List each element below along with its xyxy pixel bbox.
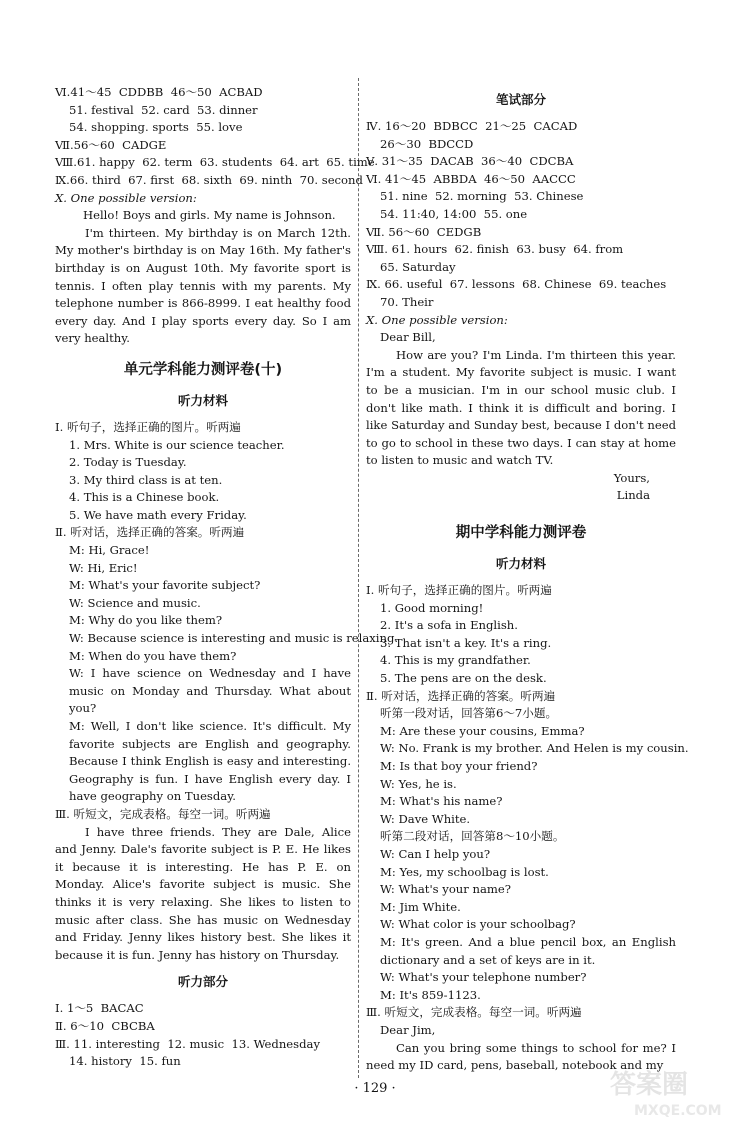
dialogue-line: W: Because science is interesting and music is relaxing. <box>69 631 399 646</box>
dialogue-line: M: Are these your cousins, Emma? <box>380 723 585 738</box>
listening-material-title: 听力材料 <box>495 556 546 572</box>
essay-paragraph: I'm thirteen. My birthday is on March 12th. My mother's birthday is on May 16th. My father's birthday is on August 10th. My favorite sport is tennis. I often play tennis with my parents. My telephone number is 866-8999. I eat healthy food every day. And I play sports every day. So I am very healthy. <box>55 225 351 346</box>
dialogue-line: W: Science and music. <box>69 595 201 610</box>
page-number: · 129 · <box>354 1081 396 1096</box>
answer-line: 65. Saturday <box>380 259 456 274</box>
dialogue-line: M: It's 859-1123. <box>380 987 481 1002</box>
letter-greeting: Dear Jim, <box>380 1022 436 1037</box>
column-divider <box>358 78 359 1078</box>
answer-line: Ⅷ.61. happy 62. term 63. students 64. art 65. time <box>55 155 375 170</box>
dialogue-line: W: No. Frank is my brother. And Helen is my cousin. <box>380 741 689 756</box>
answer-line: Ⅳ. 16～20 BDBCC 21～25 CACAD <box>366 119 578 133</box>
section-heading: Ⅰ. 听句子，选择正确的图片。听两遍 <box>366 583 552 598</box>
dialogue-line: M: It's green. And a blue pencil box, an English dictionary and a set of keys are in it. <box>380 934 676 967</box>
answer-line: Ⅶ.56～60 CADGE <box>55 137 167 152</box>
dialogue-line: M: What's your favorite subject? <box>69 578 261 593</box>
dialogue-line: M: Hi, Grace! <box>69 543 150 558</box>
answer-line: 26～30 BDCCD <box>380 136 474 151</box>
dialogue-line: W: Hi, Eric! <box>69 560 138 575</box>
answer-line: Ⅱ. 6～10 CBCBA <box>55 1018 155 1033</box>
section-heading: Ⅲ. 听短文，完成表格。每空一词。听两遍 <box>55 806 271 821</box>
dialogue-line: W: What's your telephone number? <box>380 970 587 985</box>
answer-line: Ⅶ. 56～60 CEDGB <box>366 224 482 239</box>
script-line: 5. We have math every Friday. <box>69 507 247 522</box>
sub-instruction: 听第二段对话，回答第8～10小题。 <box>380 829 565 844</box>
script-line: 2. Today is Tuesday. <box>69 455 187 470</box>
passage-paragraph: I have three friends. They are Dale, Alice and Jenny. Dale's favorite subject is P. E. He likes it because it is interesting. He has P. E. on Monday. Alice's favorite subject is music. She thinks it is very relaxing. She likes to listen to music after class. She has music on Wednesday and Friday. Jenny likes history best. She likes it because it is fun. Jenny has history on Thursday. <box>55 824 351 962</box>
sub-instruction: 听第一段对话，回答第6～7小题。 <box>380 706 558 721</box>
script-line: 1. Mrs. White is our science teacher. <box>69 437 285 452</box>
passage-paragraph: Can you bring some things to school for me? I need my ID card, pens, baseball, notebook and my <box>366 1040 676 1073</box>
dialogue-line: M: What's his name? <box>380 794 503 809</box>
answer-line: Ⅲ. 11. interesting 12. music 13. Wednesday <box>55 1036 320 1051</box>
essay-opening: Hello! Boys and girls. My name is Johnson. <box>83 208 336 223</box>
dialogue-line: M: Jim White. <box>380 899 461 914</box>
letter-paragraph: How are you? I'm Linda. I'm thirteen this year. I'm a student. My favorite subject is music. I want to be a musician. I'm in our school music club. I don't like math. I think it is difficult and boring. I like Saturday and Sunday best, because I don't need to go to school in these two days. I can stay at home to listen to music and watch TV. <box>366 347 676 468</box>
script-line: 3. My third class is at ten. <box>69 472 223 487</box>
dialogue-line: M: Is that boy your friend? <box>380 759 538 773</box>
section-heading: Ⅰ. 听句子，选择正确的图片。听两遍 <box>55 419 241 434</box>
answer-line: Ⅸ. 66. useful 67. lessons 68. Chinese 69. teaches <box>366 277 667 292</box>
watermark-url: MXQE.COM <box>634 1103 722 1119</box>
dialogue-line: W: I have science on Wednesday and I have music on Monday and Thursday. What about you? <box>69 666 351 716</box>
answer-line: Ⅸ.66. third 67. first 68. sixth 69. ninth 70. second <box>55 172 363 187</box>
script-line: 5. The pens are on the desk. <box>380 671 547 686</box>
answer-line: 51. nine 52. morning 53. Chinese <box>380 189 584 204</box>
script-line: 4. This is a Chinese book. <box>69 490 220 505</box>
letter-greeting: Dear Bill, <box>380 330 436 345</box>
letter-closing: Yours, <box>613 470 650 485</box>
midterm-test-title: 期中学科能力测评卷 <box>455 525 587 542</box>
dialogue-line: M: Why do you like them? <box>69 613 223 628</box>
answer-line: Ⅰ. 1～5 BACAC <box>55 1001 144 1016</box>
answer-line: 54. 11:40, 14:00 55. one <box>380 206 528 221</box>
dialogue-line: M: Yes, my schoolbag is lost. <box>380 864 549 879</box>
answer-line: Ⅵ. 41～45 ABBDA 46～50 AACCC <box>366 171 576 186</box>
answer-line: 14. history 15. fun <box>69 1054 181 1069</box>
section-heading: Ⅱ. 听对话，选择正确的答案。听两遍 <box>55 525 245 540</box>
dialogue-line: M: When do you have them? <box>69 648 237 663</box>
listening-answers-title: 听力部分 <box>177 974 228 990</box>
dialogue-line: W: Dave White. <box>380 811 471 826</box>
right-column <box>366 90 689 1075</box>
script-line: 2. It's a sofa in English. <box>380 618 518 633</box>
dialogue-line: W: What's your name? <box>380 882 511 897</box>
written-answers-title: 笔试部分 <box>495 92 546 107</box>
dialogue-line: M: Well, I don't like science. It's difficult. My favorite subjects are English and geography. Because I think English is easy and interesting. Geography is fun. I have English every day. I have geography on Tuesday. <box>69 719 351 804</box>
script-line: 3. That isn't a key. It's a ring. <box>380 635 552 650</box>
answer-line: 54. shopping. sports 55. love <box>69 120 243 135</box>
script-line: 1. Good morning! <box>380 600 484 615</box>
answer-line: 70. Their <box>380 294 434 309</box>
dialogue-line: W: What color is your schoolbag? <box>380 917 576 932</box>
answer-line: Ⅷ. 61. hours 62. finish 63. busy 64. from <box>366 242 624 257</box>
answer-line: 51. festival 52. card 53. dinner <box>69 102 258 117</box>
watermark-logo <box>604 1061 744 1121</box>
dialogue-line: W: Can I help you? <box>380 846 491 861</box>
unit-test-title: 单元学科能力测评卷(十) <box>123 361 283 378</box>
watermark-text: 答案圈 <box>610 1070 689 1100</box>
listening-material-title: 听力材料 <box>177 392 228 408</box>
script-line: 4. This is my grandfather. <box>380 653 531 668</box>
answer-line: Ⅵ.41～45 CDDBB 46～50 ACBAD <box>55 85 263 99</box>
section-heading: Ⅲ. 听短文，完成表格。每空一词。听两遍 <box>366 1005 582 1020</box>
letter-signature: Linda <box>616 488 650 503</box>
section-heading: Ⅱ. 听对话，选择正确的答案。听两遍 <box>366 688 556 703</box>
dialogue-line: W: Yes, he is. <box>380 776 457 791</box>
left-column <box>55 84 399 1071</box>
answer-line: Ⅴ. 31～35 DACAB 36～40 CDCBA <box>366 154 574 169</box>
answer-line: Ⅹ. One possible version: <box>366 312 508 327</box>
answer-line: Ⅹ. One possible version: <box>55 190 197 205</box>
